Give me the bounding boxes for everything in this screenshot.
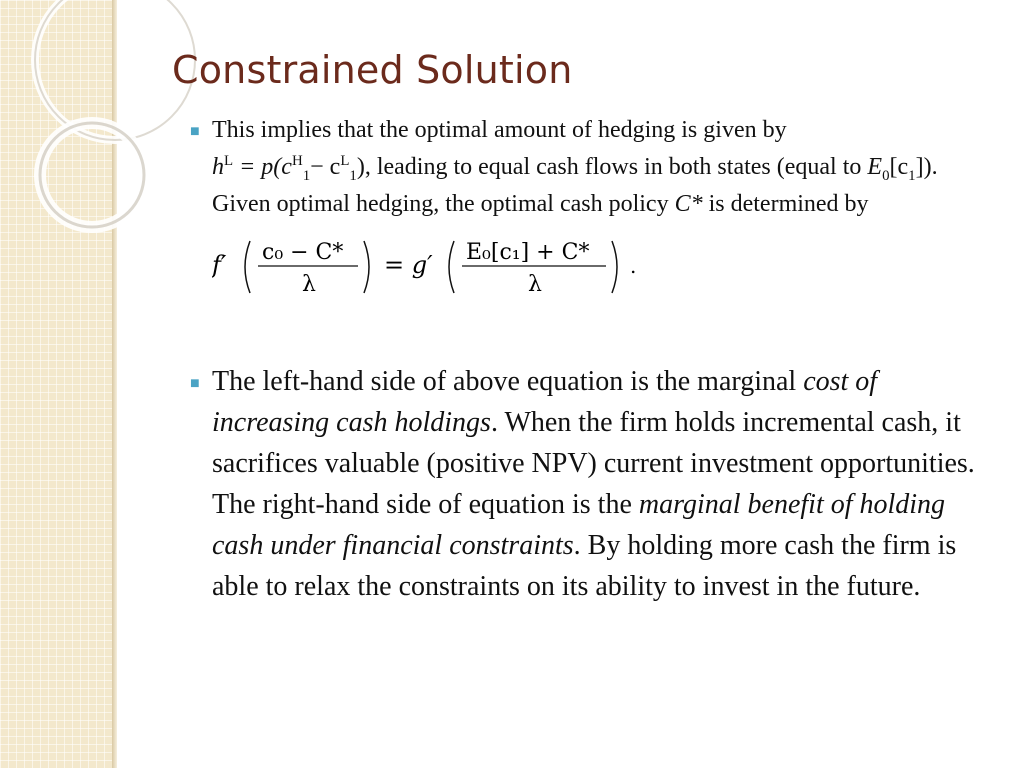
eq-period: . <box>630 254 637 278</box>
eq-equals-g-prime: = g′ <box>384 251 433 279</box>
eq-f-prime: f′ <box>212 251 227 279</box>
eq-left-numerator: c₀ − C* <box>262 240 344 265</box>
page-title: Constrained Solution <box>172 48 573 92</box>
bullet-2-text: The left-hand side of above equation is the marginal cost of increasing cash holdings. When the firm holds incremental cash, it sacrifices valuable (positive NPV) current investment opportunities. The right-hand side of equation is the marginal benefit of holding cash under financial constraints. By holding more cash the firm is able to relax the constraints on its ability to invest in the future. <box>212 366 975 602</box>
bullet-icon: ■ <box>190 375 200 392</box>
eq-left-denominator: λ <box>302 272 316 297</box>
optimal-cash-equation <box>212 229 995 299</box>
bullet-icon: ■ <box>190 123 200 140</box>
bullet-item-2 <box>190 361 995 607</box>
eq-right-denominator: λ <box>528 272 542 297</box>
bullet-1-text: This implies that the optimal amount of hedging is given by $h^L = p(c^H_1- c^L_1)$, leading to equal cash flows in both states (equal to $E_0[c_1]$). Given optimal hedging, the optimal cash policy C* is determined by f′ c₀ − C* λ = g′ E₀[c₁] + C* λ . <box>212 112 995 299</box>
decorative-rings <box>0 0 200 300</box>
bullet-item-1 <box>190 112 995 299</box>
eq-right-numerator: E₀[c₁] + C* <box>466 240 590 265</box>
